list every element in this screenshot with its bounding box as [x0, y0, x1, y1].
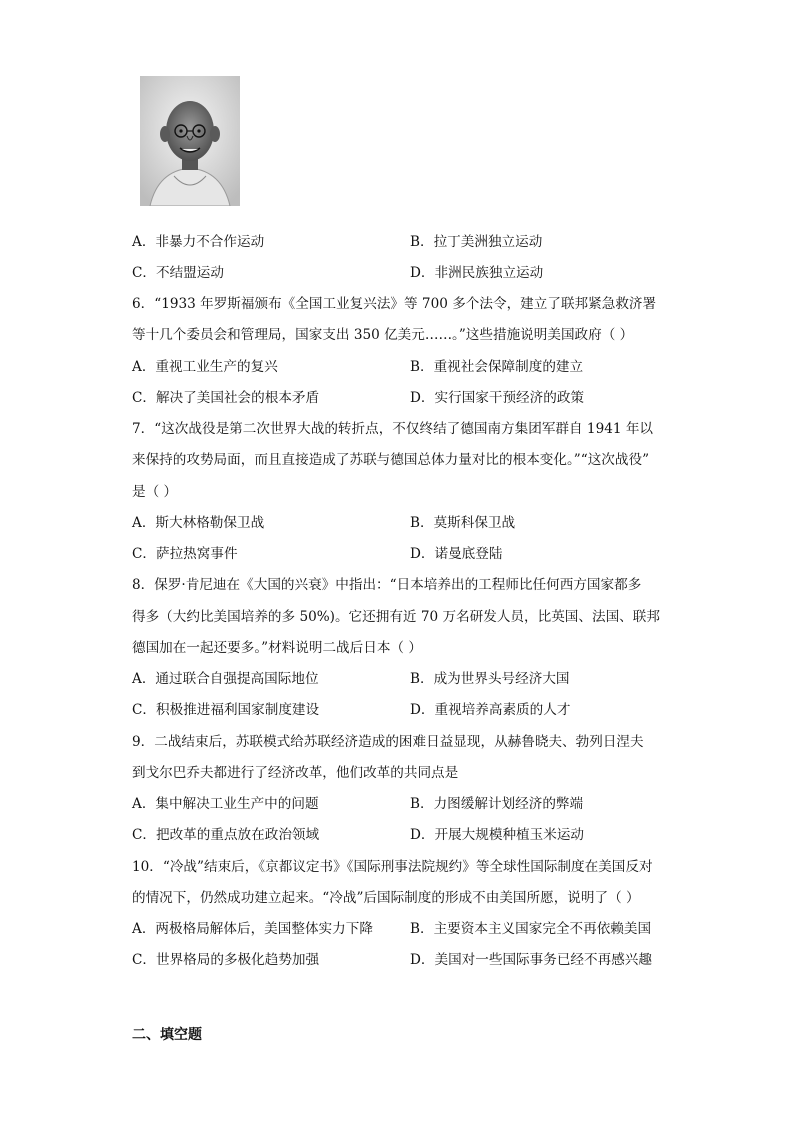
q5-option-c: C．不结盟运动 [132, 265, 224, 281]
q9-option-b: B．力图缓解计划经济的弊端 [410, 796, 584, 812]
q8-option-a: A．通过联合自强提高国际地位 [132, 671, 319, 687]
q5-option-d: D．非洲民族独立运动 [410, 265, 544, 281]
q10-option-a: A．两极格局解体后，美国整体实力下降 [132, 921, 373, 937]
q10-option-d: D．美国对一些国际事务已经不再感兴趣 [410, 952, 652, 968]
q9-stem-line1: 9．二战结束后，苏联模式给苏联经济造成的困难日益显现，从赫鲁晓夫、勃列日涅夫 [132, 734, 644, 750]
portrait-image [140, 76, 240, 206]
q8-option-c: C．积极推进福利国家制度建设 [132, 702, 320, 718]
q9-option-d: D．开展大规模种植玉米运动 [410, 827, 585, 843]
q6-option-c: C．解决了美国社会的根本矛盾 [132, 390, 320, 406]
portrait-photo [140, 76, 240, 206]
q6-option-b: B．重视社会保障制度的建立 [410, 359, 584, 375]
q6-option-a: A．重视工业生产的复兴 [132, 359, 278, 375]
q6-stem-line1: 6．“1933 年罗斯福颁布《全国工业复兴法》等 700 多个法令，建立了联邦紧急救济署 [132, 296, 657, 312]
q7-stem-line3: 是（ ） [132, 484, 178, 500]
q6-stem-line2: 等十几个委员会和管理局，国家支出 350 亿美元……。”这些措施说明美国政府（ ） [132, 327, 634, 343]
q8-option-d: D．重视培养高素质的人才 [410, 702, 571, 718]
q5-option-b: B．拉丁美洲独立运动 [410, 234, 543, 250]
q10-option-c: C．世界格局的多极化趋势加强 [132, 952, 320, 968]
q5-option-a: A．非暴力不合作运动 [132, 234, 265, 250]
q7-stem-line1: 7．“这次战役是第二次世界大战的转折点，不仅终结了德国南方集团军群自 1941 年以 [132, 421, 654, 437]
q9-option-a: A．集中解决工业生产中的问题 [132, 796, 319, 812]
q7-option-d: D．诺曼底登陆 [410, 546, 503, 562]
q8-stem-line2: 得多（大约比美国培养的多 50%)。它还拥有近 70 万名研发人员，比英国、法国、联邦 [132, 609, 660, 625]
q10-stem-line2: 的情况下，仍然成功建立起来。“冷战”后国际制度的形成不由美国所愿，说明了（ ） [132, 890, 640, 906]
q6-option-d: D．实行国家干预经济的政策 [410, 390, 585, 406]
q7-option-b: B．莫斯科保卫战 [410, 515, 516, 531]
q9-stem-line2: 到戈尔巴乔夫都进行了经济改革，他们改革的共同点是 [132, 765, 459, 781]
q8-stem-line3: 德国加在一起还要多。”材料说明二战后日本（ ） [132, 640, 422, 656]
q7-option-c: C．萨拉热窝事件 [132, 546, 238, 562]
q10-option-b: B．主要资本主义国家完全不再依赖美国 [410, 921, 652, 937]
q8-option-b: B．成为世界头号经济大国 [410, 671, 570, 687]
q8-stem-line1: 8．保罗·肯尼迪在《大国的兴衰》中指出：“日本培养出的工程师比任何西方国家都多 [132, 577, 642, 593]
q9-option-c: C．把改革的重点放在政治领域 [132, 827, 320, 843]
q7-option-a: A．斯大林格勒保卫战 [132, 515, 265, 531]
section-title-fill-in: 二、填空题 [132, 1027, 202, 1043]
q7-stem-line2: 来保持的攻势局面，而且直接造成了苏联与德国总体力量对比的根本变化。”“这次战役” [132, 452, 650, 468]
q10-stem-line1: 10．“冷战”结束后，《京都议定书》《国际刑事法院规约》等全球性国际制度在美国反对 [132, 859, 653, 875]
